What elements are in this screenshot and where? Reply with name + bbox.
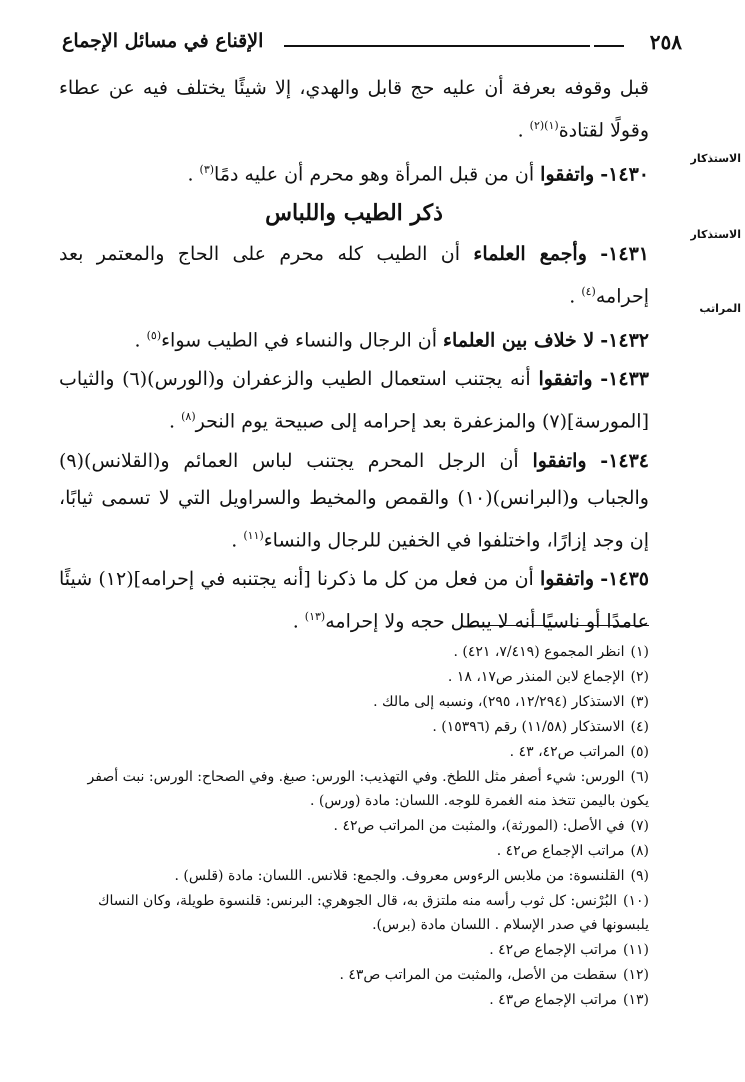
footnote <box>59 988 649 1012</box>
paragraph-tail: . <box>134 329 141 352</box>
footnote-number: (٣) <box>630 694 649 710</box>
running-title: الإقناع في مسائل الإجماع <box>62 30 264 52</box>
footnote-text: الإجماع لابن المنذر ص١٧، ١٨ . <box>447 669 625 685</box>
main-text <box>59 70 649 642</box>
paragraph-tail: . <box>169 410 176 433</box>
lead-phrase: وأجمع العلماء <box>473 242 587 265</box>
footnotes <box>59 640 649 1013</box>
section-title: ذكر الطيب واللباس <box>265 199 443 226</box>
margin-note: الاستذكار <box>690 152 741 165</box>
footnote <box>59 889 649 937</box>
lead-phrase: لا خلاف بين العلماء <box>443 329 595 352</box>
issue-number: ١٤٣٠- <box>600 163 649 186</box>
paragraph <box>59 443 649 559</box>
paragraph-tail: . <box>292 610 299 633</box>
footnote-number: (١٠) <box>623 893 649 909</box>
lead-phrase: واتفقوا <box>540 163 595 186</box>
issue-number: ١٤٣٥- <box>600 567 649 590</box>
footnote-number: (٢) <box>630 669 649 685</box>
footnote <box>59 765 649 813</box>
footnote-separator <box>469 625 649 626</box>
paragraph <box>59 317 649 359</box>
footnote <box>59 640 649 664</box>
paragraph-text: أنه يجتنب استعمال الطيب والزعفران و(الورس)(٦) والثياب [المورسة](٧) والمزعفرة بعد إحرامه إلى صبيحة يوم النحر <box>59 368 649 433</box>
paragraph-tail: . <box>569 284 576 307</box>
footnote-number: (٦) <box>630 769 649 785</box>
paragraph <box>59 151 649 193</box>
footnote-number: (١٣) <box>623 992 649 1008</box>
paragraph-tail: . <box>231 528 238 551</box>
footnote-ref: (٥) <box>146 328 162 342</box>
page-number: ٢٥٨ <box>649 30 682 54</box>
footnote <box>59 715 649 739</box>
footnote <box>59 963 649 987</box>
footnote-ref: (٤) <box>581 284 596 298</box>
footnote-number: (٧) <box>630 818 649 834</box>
page-header <box>62 30 682 60</box>
footnote-text: مراتب الإجماع ص٤٢ . <box>496 843 625 859</box>
footnote <box>59 665 649 689</box>
footnote-number: (١٢) <box>623 967 649 983</box>
footnote <box>59 740 649 764</box>
paragraph-text: أن الرجل المحرم يجتنب لباس العمائم و(القلانس)(٩) والجباب و(البرانس)(١٠) والقمص والمخيط والسراويل التي لا تسمى ثيابًا، إن وجد إزارًا، واختلفوا في الخفين للرجال والنساء <box>59 449 649 551</box>
footnote-text: مراتب الإجماع ص٤٣ . <box>489 992 618 1008</box>
footnote-ref: (١١) <box>243 528 264 542</box>
header-rule-short <box>594 45 624 47</box>
footnote-number: (٩) <box>630 868 649 884</box>
footnote <box>59 839 649 863</box>
footnote <box>59 814 649 838</box>
footnote-text: مراتب الإجماع ص٤٢ . <box>489 942 618 958</box>
paragraph-text: أن الطيب كله محرم على الحاج والمعتمر بعد إحرامه <box>59 242 649 307</box>
footnote <box>59 938 649 962</box>
footnote-number: (٥) <box>630 744 649 760</box>
paragraph-text: أن من فعل من كل ما ذكرنا [أنه يجتنبه في إحرامه](١٢) شيئًا عامدًا أو ناسيًا أنه لا يبطل حجه ولا إحرامه <box>59 567 649 633</box>
footnote-number: (٨) <box>630 843 649 859</box>
footnote-ref: (١)(٢) <box>529 119 559 132</box>
paragraph-text: أن من قبل المرأة وهو محرم أن عليه دمًا <box>214 163 535 186</box>
paragraph-tail: . <box>517 119 524 142</box>
footnote-text: الورس: شيء أصفر مثل اللطخ. وفي التهذيب: الورس: صبغ. وفي الصحاح: الورس: نبت أصفر يكون باليمن تتخذ منه الغمرة للوجه. اللسان: مادة (ورس) . <box>87 769 649 809</box>
footnote-text: البُرْنس: كل ثوب رأسه منه ملتزق به، قال الجوهري: البرنس: قلنسوة طويلة، وكان النساك يلبسونها في صدر الإسلام . اللسان مادة (برس). <box>97 893 649 933</box>
footnote-ref: (٨) <box>181 410 196 424</box>
footnote-text: في الأصل: (المورثة)، والمثبت من المراتب ص٤٢ . <box>333 818 625 834</box>
lead-phrase: واتفقوا <box>538 368 593 391</box>
footnote-text: المراتب ص٤٢، ٤٣ . <box>509 744 625 760</box>
issue-number: ١٤٣٢- <box>600 329 649 352</box>
margin-note: الاستذكار <box>690 228 741 241</box>
footnote-number: (١) <box>630 644 649 660</box>
header-rule <box>284 45 590 47</box>
paragraph <box>59 361 649 440</box>
footnote <box>59 864 649 888</box>
footnote-text: سقطت من الأصل، والمثبت من المراتب ص٤٣ . <box>339 967 618 983</box>
footnote-text: انظر المجموع (٧/٤١٩، ٤٢١) . <box>453 644 625 660</box>
paragraph <box>59 70 649 149</box>
paragraph <box>59 236 649 315</box>
footnote-ref: (٣) <box>199 163 215 177</box>
lead-phrase: واتفقوا <box>532 449 587 472</box>
footnote <box>59 690 649 714</box>
paragraph-text: قبل وقوفه بعرفة أن عليه حج قابل والهدي، إلا شيئًا يختلف فيه عن عطاء وقولًا لقتادة <box>59 77 649 142</box>
margin-note: المراتب <box>699 302 741 315</box>
footnote-text: الاستذكار (١١/٥٨) رقم (١٥٣٩٦) . <box>432 719 625 735</box>
paragraph <box>59 561 649 640</box>
issue-number: ١٤٣٣- <box>600 368 649 391</box>
paragraph-tail: . <box>187 163 194 186</box>
footnote-text: القلنسوة: من ملابس الرءوس معروف. والجمع: قلانس. اللسان: مادة (قلس) . <box>174 868 625 884</box>
footnote-number: (٤) <box>630 719 649 735</box>
lead-phrase: واتفقوا <box>540 567 595 590</box>
issue-number: ١٤٣١- <box>600 242 649 265</box>
footnote-number: (١١) <box>623 942 649 958</box>
paragraph-text: أن الرجال والنساء في الطيب سواء <box>161 329 437 352</box>
issue-number: ١٤٣٤- <box>600 449 650 472</box>
footnote-text: الاستذكار (١٢/٢٩٤، ٢٩٥)، ونسبه إلى مالك . <box>373 694 625 710</box>
footnote-ref: (١٣) <box>304 609 326 623</box>
